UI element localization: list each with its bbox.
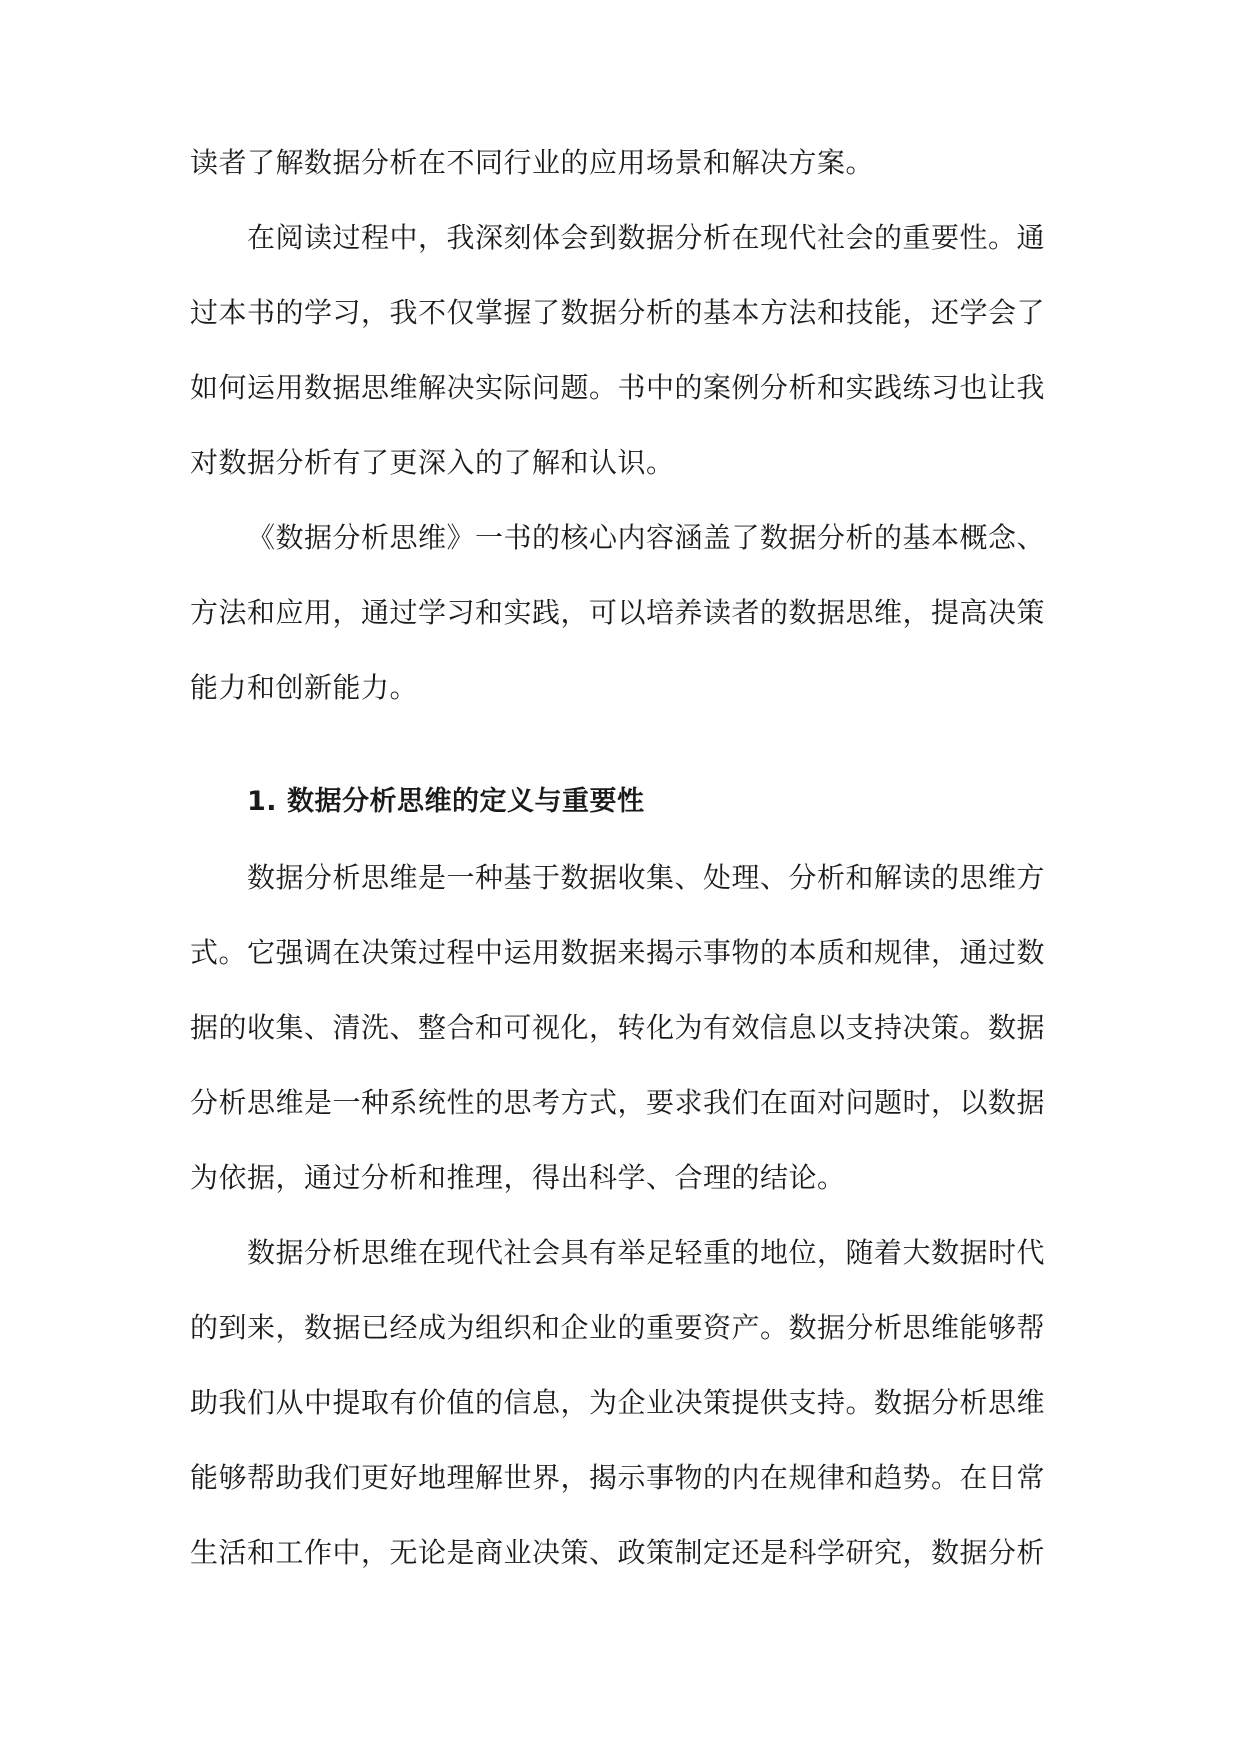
text-line: 在阅读过程中，我深刻体会到数据分析在现代社会的重要性。通 [247, 221, 1046, 254]
text-line: 读者了解数据分析在不同行业的应用场景和解决方案。 [190, 146, 875, 179]
text-line: 方法和应用，通过学习和实践，可以培养读者的数据思维，提高决策 [190, 596, 1046, 629]
text-line: 为依据，通过分析和推理，得出科学、合理的结论。 [190, 1161, 846, 1194]
text-line: 助我们从中提取有价值的信息，为企业决策提供支持。数据分析思维 [190, 1386, 1046, 1419]
text-line: 生活和工作中，无论是商业决策、政策制定还是科学研究，数据分析 [190, 1536, 1046, 1569]
text-line: 的到来，数据已经成为组织和企业的重要资产。数据分析思维能够帮 [190, 1311, 1046, 1344]
text-line: 《数据分析思维》一书的核心内容涵盖了数据分析的基本概念、 [247, 521, 1046, 554]
text-line: 数据分析思维在现代社会具有举足轻重的地位，随着大数据时代 [247, 1236, 1046, 1269]
text-line: 据的收集、清洗、整合和可视化，转化为有效信息以支持决策。数据 [190, 1011, 1046, 1044]
text-line: 能力和创新能力。 [190, 671, 419, 704]
text-line: 能够帮助我们更好地理解世界，揭示事物的内在规律和趋势。在日常 [190, 1461, 1046, 1494]
text-line: 如何运用数据思维解决实际问题。书中的案例分析和实践练习也让我 [190, 371, 1046, 404]
text-line: 分析思维是一种系统性的思考方式，要求我们在面对问题时，以数据 [190, 1086, 1046, 1119]
section-heading: 1. 数据分析思维的定义与重要性 [247, 786, 645, 817]
text-line: 对数据分析有了更深入的了解和认识。 [190, 446, 675, 479]
text-line: 数据分析思维是一种基于数据收集、处理、分析和解读的思维方 [247, 861, 1046, 894]
text-line: 式。它强调在决策过程中运用数据来揭示事物的本质和规律，通过数 [190, 936, 1046, 969]
text-line: 过本书的学习，我不仅掌握了数据分析的基本方法和技能，还学会了 [190, 296, 1046, 329]
